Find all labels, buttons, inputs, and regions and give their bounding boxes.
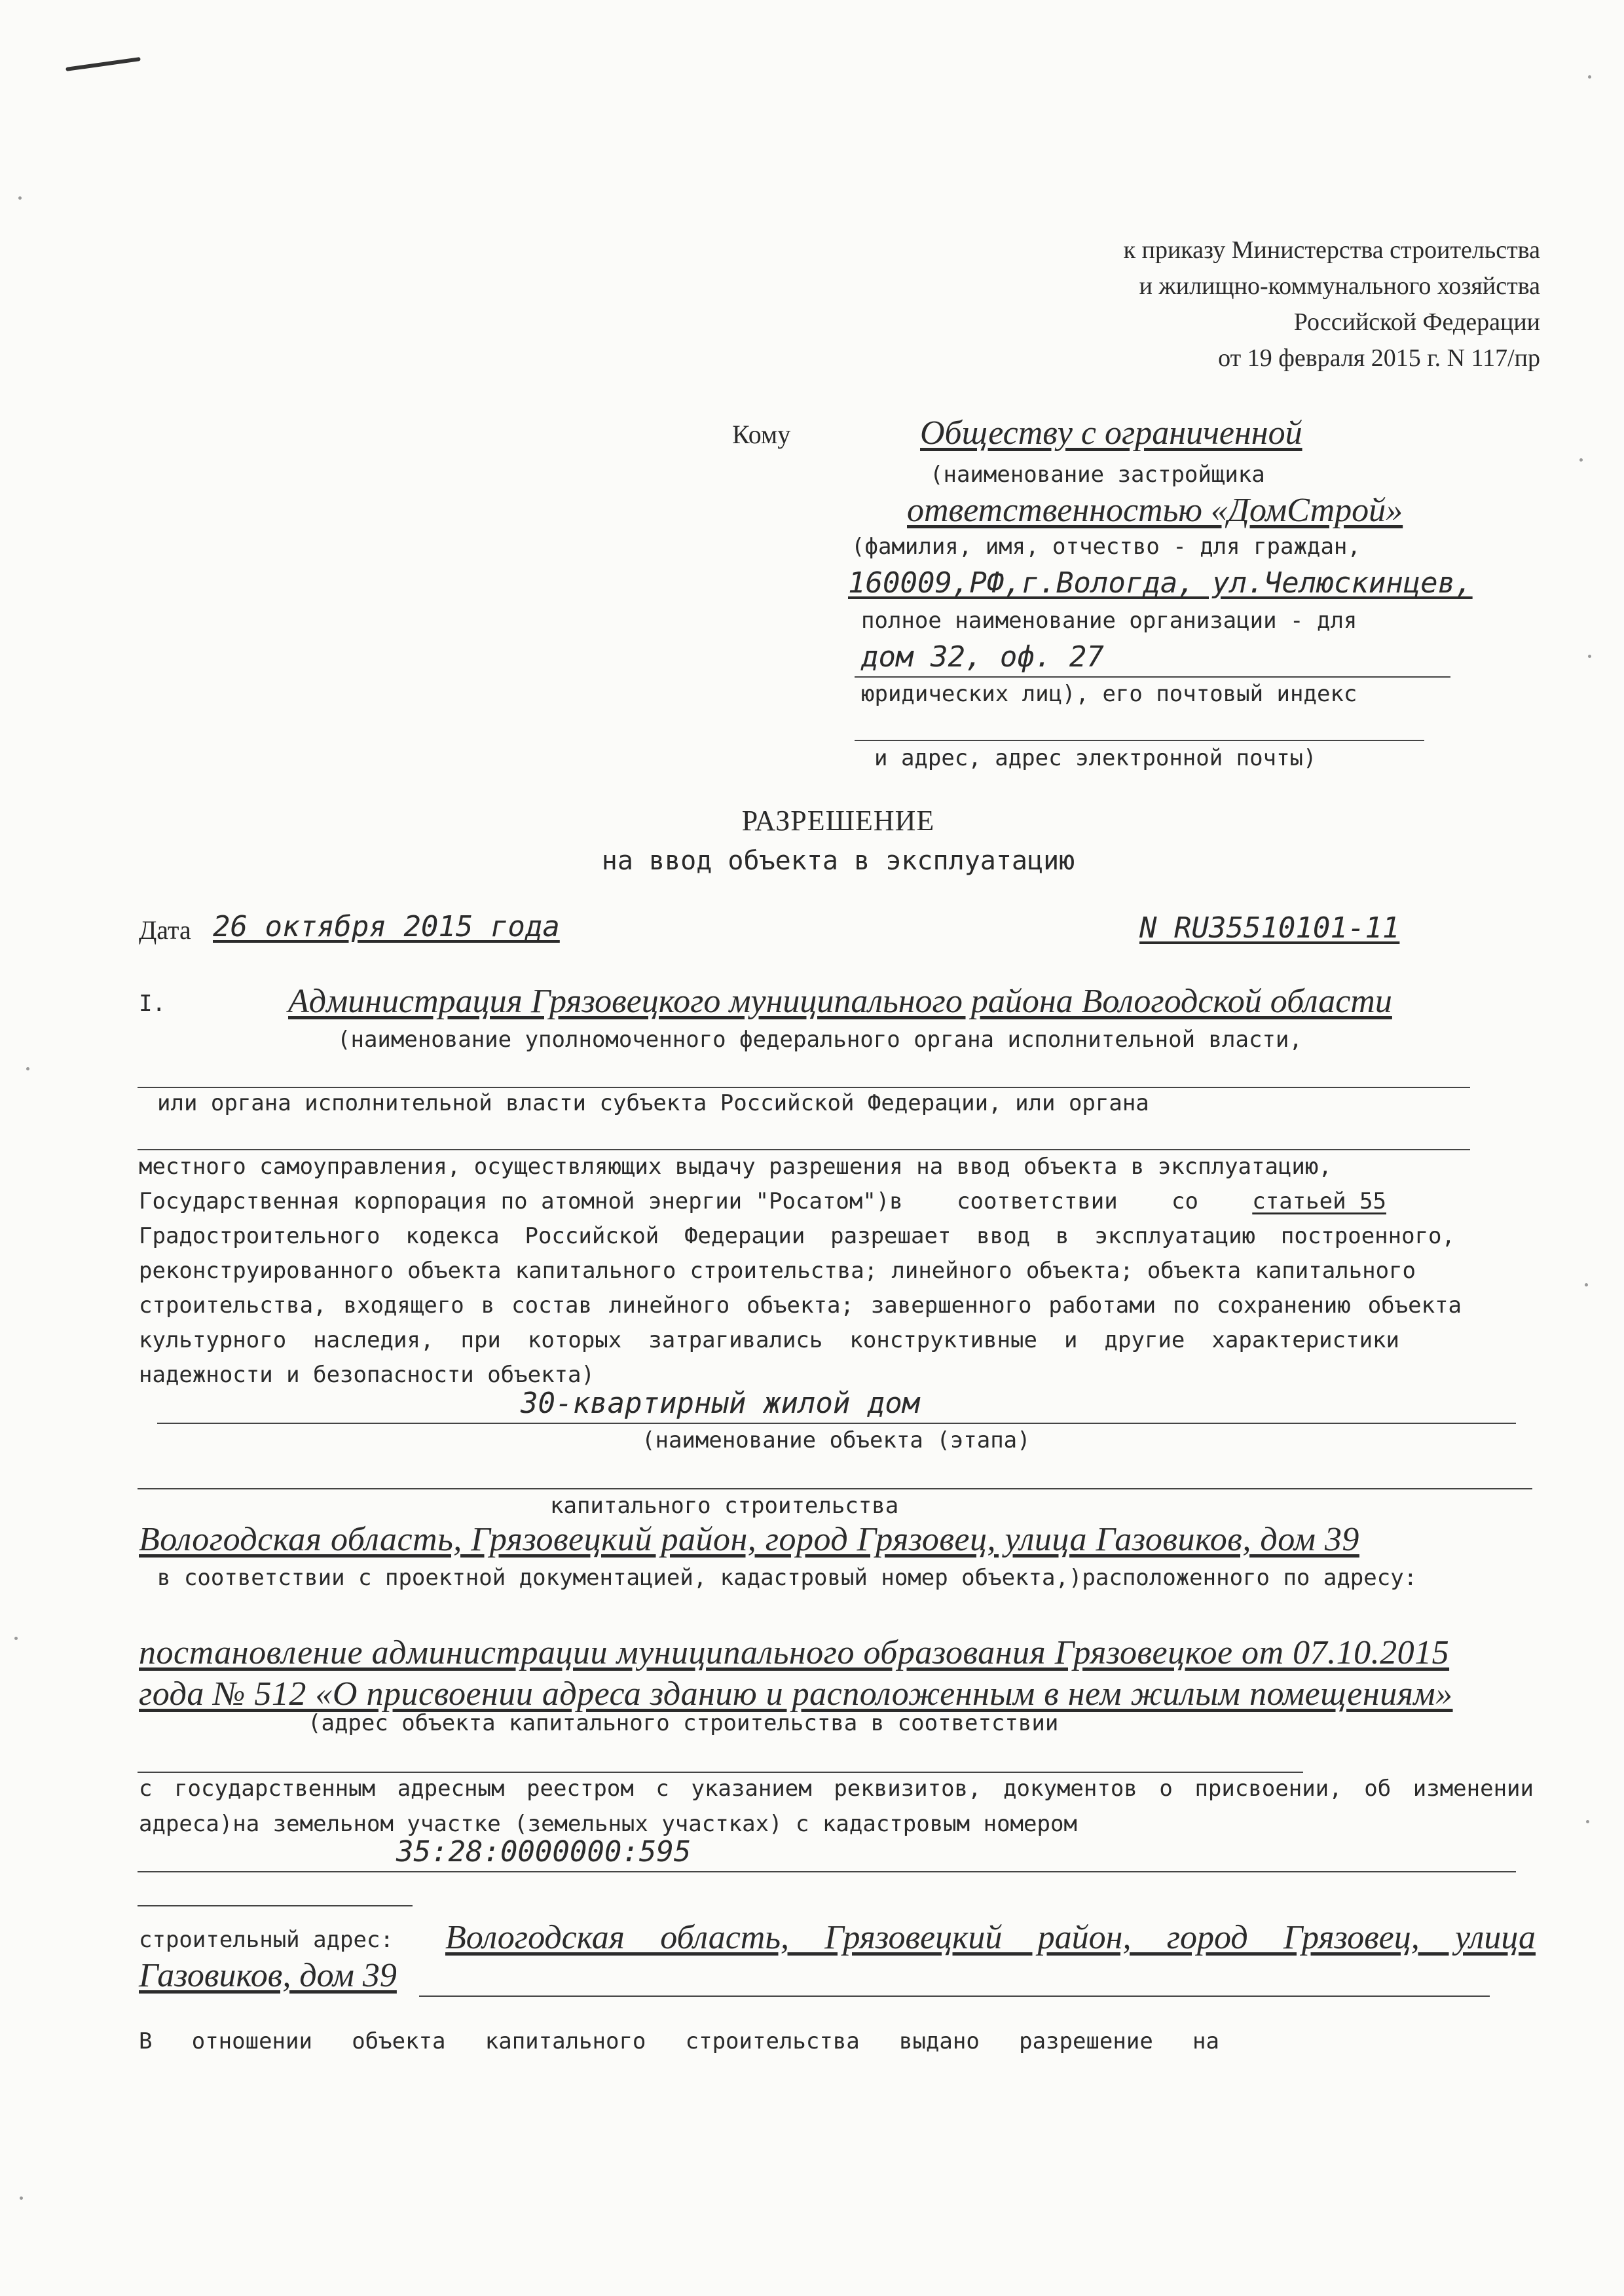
scan-speck	[18, 196, 22, 200]
authority-value: Администрация Грязовецкого муниципального района Вологодской области	[288, 983, 1392, 1020]
recipient-underline-4	[855, 676, 1450, 678]
decree-line-2: года № 512 «О присвоении адреса зданию и расположенным в нем жилым помещениям»	[139, 1675, 1453, 1713]
header-line-2: и жилищно-коммунального хозяйства	[1139, 272, 1540, 300]
registry-line-2: адреса)на земельном участке (земельных участках) с кадастровым номером	[139, 1811, 1077, 1837]
recipient-value-1: Обществу с ограниченной	[920, 414, 1302, 452]
authority-line-c	[138, 1149, 1470, 1150]
para-line-2b: соответствии	[957, 1188, 1118, 1214]
article-link[interactable]: статьей 55	[1252, 1188, 1386, 1214]
recipient-value-2: ответственностью «ДомСтрой»	[907, 492, 1403, 529]
date-value: 26 октября 2015 года	[213, 910, 560, 943]
recipient-hint-4: юридических лиц), его почтовый индекс	[861, 681, 1357, 707]
decree-line-1: постановление администрации муниципального образования Грязовецкое от 07.10.2015	[139, 1634, 1450, 1671]
permit-number: N RU35510101-11	[1139, 911, 1400, 945]
recipient-label: Кому	[732, 420, 791, 449]
scan-speck	[26, 1067, 29, 1070]
recipient-hint-3: полное наименование организации - для	[861, 608, 1357, 634]
capital-hint: капитального строительства	[550, 1493, 899, 1519]
recipient-underline-5	[855, 740, 1424, 741]
build-value-line-2: Газовиков, дом 39	[139, 1957, 397, 1994]
para-line-2a: Государственная корпорация по атомной энергии "Росатом")в	[139, 1188, 903, 1214]
scan-speck	[14, 1637, 18, 1640]
object-value: 30-квартирный жилой дом	[521, 1387, 920, 1420]
cadastral-line-2	[138, 1905, 413, 1906]
scan-speck	[1588, 75, 1591, 79]
scan-speck	[1579, 458, 1583, 462]
date-label: Дата	[139, 915, 191, 945]
authority-line-b	[138, 1087, 1470, 1088]
authority-hint-a: (наименование уполномоченного федерального органа исполнительной власти,	[337, 1027, 1302, 1053]
registry-line-1: с государственным адресным реестром с указанием реквизитов, документов о присвоении, об изменении	[139, 1776, 1534, 1802]
build-underline	[419, 1995, 1490, 1997]
scan-speck	[1588, 655, 1591, 658]
address-hint: (адрес объекта капитального строительства в соответствии	[308, 1710, 1059, 1736]
build-label: строительный адрес:	[139, 1927, 394, 1953]
object-hint: (наименование объекта (этапа)	[642, 1427, 1031, 1453]
para-line-5: строительства, входящего в состав линейного объекта; завершенного работами по сохранению объекта	[139, 1292, 1462, 1319]
order-reference	[1124, 232, 1540, 376]
recipient-value-3: 160009,РФ,г.Вологда, ул.Челюскинцев,	[848, 566, 1473, 600]
recipient-value-4: дом 32, оф. 27	[861, 640, 1104, 674]
authority-hint-b: или органа исполнительной власти субъекта Российской Федерации, или органа	[157, 1090, 1149, 1116]
para-line-7: надежности и безопасности объекта)	[139, 1362, 595, 1388]
header-line-1: к приказу Министерства строительства	[1123, 236, 1540, 264]
header-line-3: Российской Федерации	[1293, 308, 1540, 336]
para-line-4: реконструированного объекта капитального строительства; линейного объекта; объекта капитального	[139, 1258, 1416, 1284]
document-title: РАЗРЕШЕНИЕ	[741, 805, 935, 837]
scan-speck	[1585, 1283, 1588, 1286]
scan-speck	[20, 2196, 23, 2200]
final-line: В отношении объекта капитального строительства выдано разрешение на	[139, 2028, 1219, 2054]
para-line-2c: со	[1172, 1188, 1198, 1214]
section-roman: I.	[139, 991, 166, 1017]
para-line-3: Градостроительного кодекса Российской Федерации разрешает ввод в эксплуатацию построенного,	[139, 1223, 1455, 1249]
document-subtitle: на ввод объекта в эксплуатацию	[601, 846, 1075, 876]
recipient-hint-5: и адрес, адрес электронной почты)	[874, 745, 1317, 771]
recipient-hint-1: (наименование застройщика	[930, 462, 1265, 488]
address-line	[138, 1772, 1303, 1773]
cadastral-value: 35:28:0000000:595	[396, 1835, 692, 1868]
recipient-hint-2: (фамилия, имя, отчество - для граждан,	[851, 534, 1361, 560]
scan-speck	[1586, 1820, 1589, 1823]
cadastral-underline	[138, 1871, 1516, 1872]
build-value-line-1: Вологодская область, Грязовецкий район, город Грязовец, улица	[445, 1919, 1536, 1956]
header-line-4: от 19 февраля 2015 г. N 117/пр	[1218, 344, 1540, 372]
para-line-1: местного самоуправления, осуществляющих выдачу разрешения на ввод объекта в эксплуатацию,	[139, 1154, 1332, 1180]
para-line-6: культурного наследия, при которых затрагивались конструктивные и другие характеристики	[139, 1327, 1399, 1353]
object-line-2	[138, 1488, 1532, 1489]
location-value: Вологодская область, Грязовецкий район, город Грязовец, улица Газовиков, дом 39	[139, 1521, 1359, 1558]
object-underline	[157, 1423, 1516, 1424]
para-line-2	[139, 1188, 1386, 1214]
scan-mark	[65, 57, 141, 71]
location-hint: в соответствии с проектной документацией, кадастровый номер объекта,)расположенного по адресу:	[157, 1565, 1418, 1591]
